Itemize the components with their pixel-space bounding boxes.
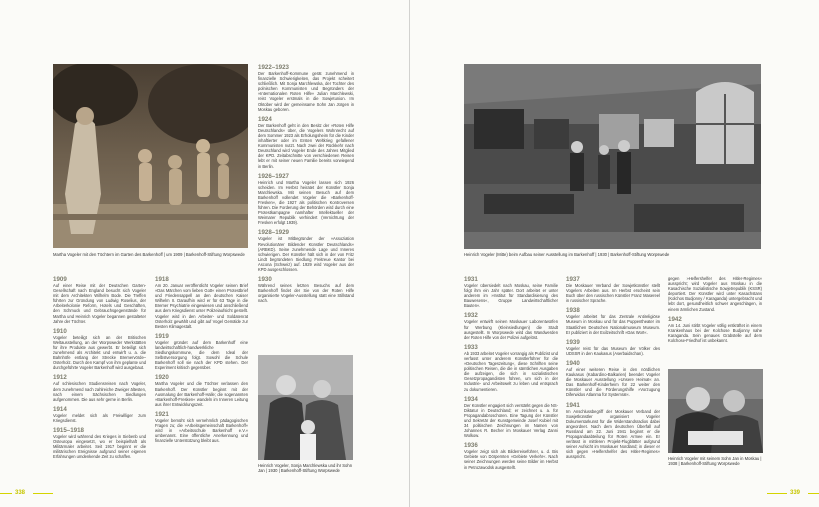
right-column-c xyxy=(668,276,762,347)
entry: 1912 Auf schlesischen Studiensreisen nach Vogeler, dem zunehmend nach zahlreiche Zweiger ältesten, nach einem Sächsischen Siedlungen aufgenommen. Die aus sehr gerne in Berlin. xyxy=(53,374,146,402)
vogeler-family-caption: Heinrich Vogeler, Sonja Marchlewska und ihr Sohn Jan | 1930 | Barkenhoff-Stiftung Worpswede xyxy=(258,463,353,474)
entry: 1942 Am 14. Juni stirbt Vogeler völlig entkräftet in einem Krankenhaus bei der Kolchose Budjonny nahe Karaganda. Sein genaues Grabstelle auf dem Kolchose-Friedhof ist unbekannt. xyxy=(668,315,762,343)
exhibition-photo-caption: Heinrich Vogeler (Mitte) beim Aufbau seiner Ausstellung im Barkenhoff | 1930 | Barkenhoff-Stiftung Worpswede xyxy=(464,252,670,257)
entry: 1937 Die Moskauer Verband der Sowjetkünstler stellt Vogelers Arbeiten aus. Im Herbst erscheint sein Buch über den russischen Künstler Franz Masereel in russischer Sprache. xyxy=(566,276,660,304)
entry: 1931 Vogeler übersiedelt nach Moskau, seine Familie folgt ihm ein Jahr später. Dort arbeitet er unter anderem im »Institut für Standardisierung des Bauwesens«, Gruppe Landwirtschaftlicher Bauten«. xyxy=(464,276,558,309)
vogeler-family-photo-image xyxy=(258,355,353,460)
right-page xyxy=(410,0,819,507)
garden-photo-image xyxy=(53,64,248,248)
entry: 1932 Vogeler entwirft seinen Moskauer Laborentwürfen für Werbung (Kleinsiedlungen) die Stadt ausgestellt. In Worpswede wird das Wandwerden der Roten Hilfe von der Polizei aufgelöst. xyxy=(464,312,558,340)
entry: 1938 Vogeler arbeitet für das Zentrale Antireligiöse Museum in Moskau und für das Puppentheater im Staatlichen Deutschen Nationalmuseum Museum. Er publiziert in der Exilzeitschrift »Das Wort«. xyxy=(566,307,660,335)
entry: 1918 Am 20. Januar veröffentlicht Vogeler seinen Brief »Das Märchen vom lieben Gott« einen Protestbrief und Friedensappell an den deutschen Kaiser Wilhelm II. Daraufhin wird er für 63 Tage in die Bremer Psychiatrie eingewiesen und anschließend aus dem Kriegsdienst unter Polizeiaufsicht gestellt. Vogeler wird in den Arbeiter- und Soldatenrat Osterholz gewählt und gibt auf Vogel Gemälde zur Besten Klimagestalt. xyxy=(155,276,248,329)
entry: 1930 Während seines letzten Besuchs auf dem Barkenhoff findet der Sie von der Roten Hilfe organisierte Vogeler-Ausstellung statt eine Stillstand nach. xyxy=(258,276,354,304)
left-page xyxy=(0,0,409,507)
entry: 1924 Der Barkenhoff geht in den Besitz der »Roten Hilfe Deutschlands« über, die Vogelers Wohnrecht auf dem Sommer 1923 als Erholungsheim für die Kinder inhaftierter oder im Ersten Weltkrieg gefallener Kommunisten nutzt. Nach zwei der Rückkehr nach Deutschland wird Vogeler Ende des Jahres Mitglied der KPD. Zeitabschnitte von verschiedenen Reisen lebt er mit seiner neuen Familie bereits vorwiegend in Berlin. xyxy=(258,115,354,169)
entry: 1915–1918 Vogeler wird während des Krieges in Siebenb und Osteuropa eingesetzt, wo er beispielhaft als Militärmaler arbeitet. Seit 1917 beginnt er die militärischen Ereignisse aufgrund seiner eigenen Erfahrungen umdenkende Zeit zu schaffen. xyxy=(53,426,146,460)
entry: 1933 Ab 1933 arbeitet Vogeler vorrangig als Publizist und verfasst unter anderem Künstlerführer für die »Deutschen Tageszeitung«, diese Schriften seine politischen Reisen, die die in sämtlichen Ausgaben die aufzeigen, die sich in sozialistischen Gesetzpropagandisten führen, um sich in der Industrie- und Arbeitswelt zu leben und entsprach zu dokumentieren. xyxy=(464,343,558,392)
garden-photo xyxy=(53,64,248,248)
left-column-b xyxy=(155,276,248,447)
footer-rule xyxy=(0,493,12,494)
entry: 1928–1929 Vogeler ist Mitbegründer der »Assoziation Revolutionärer Bildender Künstler Deutschlands« (ARBKD). Seine zunehmende Lage und Inneres schwierigen. Der Künstler hält sich in der von Fritz Lindt begründeten Siedlung Freitreue Kantor bei Ascona (Schweiz) auf. 1929 wird Vogeler aus der KPD ausgeschlossen. xyxy=(258,229,354,272)
footer-rule xyxy=(767,493,787,494)
entry: 1914 Vogeler meldet sich als Freiwilliger zum Kriegsdienst. xyxy=(53,405,146,423)
father-son-photo-image xyxy=(668,369,763,453)
page-number: 338 xyxy=(15,490,26,496)
entry: gegen »Helfershelfer des Hitler-Regimes« ausspricht; wird Vogeler aus Moskau in die Kasachische Sozialistische Sowjetrepublik (KSSR) deportiert. Der Künstler wird unter Kasachstans (Kolchos Budjonny / Karaganda) untergebracht und lebt dort, gesundheitlich schwer angeschlagen, in einem ärmlichen Zustand. xyxy=(668,276,762,312)
footer-rule xyxy=(808,493,819,494)
left-top-column xyxy=(258,64,354,307)
father-son-photo xyxy=(668,369,763,453)
page-number: 339 xyxy=(790,490,801,496)
vogeler-family-photo xyxy=(258,355,353,460)
right-column-a xyxy=(464,276,558,474)
entry: 1922–1923 Der Barkenhoff-Kommune gerät zunehmend in finanzielle Schwierigkeiten, das Projekt scheitert schließlich. Mit Sonja Marchlewska, der Tochter des polnischen Kommunisten und Begründers der »Internationalen Roten Hilfe« Julian Marchlewski, reist Vogeler erstmals in die Sowjetunion. Im Oktober wird der gemeinsame Sohn Jan Jürgen in Moskau geboren. xyxy=(258,64,354,112)
entry: 1926–1927 Heinrich und Martha Vogeler lassen sich 1926 scheiden. Im Herbst heiratet der Künstler Sonja Marchlewska. Mit seinen Besuch auf dem Barkenhoff vollendet Vogeler die »Barkenhoff-Fresken«, die 1927 als politischen Kontroversen führen. Die Forderung der Behörden wird durch eine Protestkampagne namhafter Intellektueller der Weimarer Republik verhindert (Vernichtung der Fresken erfolgt 1939). xyxy=(258,172,354,226)
entry: 1921 Vogeler bemüht sich vernehmlich pädagogischen Fragen zu; die »Arbeitsgemeinschaft Barkenhoff« wird in »Arbeitsschule Barkenhoff e.V.« umbenannt. Eine öffentliche Anerkennung und finanzielle Unterstützung bleibt aus. xyxy=(155,410,248,444)
entry: 1910 Vogeler beteiligt sich an der Britischen Weltausstellung, an der Worpsweder Werkstätten für ihre Produkte aus gewerbt. Er beteiligt sich zunehmend als Architekt und entwirft u. a. die Bahnhöfe entlang der Strecke Bremervörde–Osterholz. Durch den Kampf von ihm geplante und durchgeführte Vogeler Barkenhoff wird ausgebaut. xyxy=(53,327,146,371)
entry: 1919 Vogeler gründet auf dem Barkenhoff eine landwirtschaftlich-handwerkliche Siedlungskommune, die dem Ideal der Selbstversorgung folgt. Sowohl die Schule Barkenhoff soll sie nach der KPD stehen. Der Experiment kritisch gegenüber. xyxy=(155,332,248,371)
entry: 1934 Der Künstler engagiert sich verstärkt gegen die NS-Diktatur in Deutschland; er zeichnet u. a. für Propagandabroschüren. Eine Tagung der Künstler und Sekretär der Kunstgemeinde Josef Kubiel mit 34 politischen Zeichnungen im Namen von Johannes R. Becher im Moskauer Verlag Zanni Wolkow. xyxy=(464,395,558,439)
entry: 1941 Im Anschlussbegriff der Moskauer Verband der Sowjetkünstler organisiert Vogeler Dokumentarkunst für die Widerstandsradios dabei angeordnet. Nach dem deutschen Überfall auf Russland am 22. Juni 1941 beginnt er die Propagandaabteilung für Roten Armee ein. Er verlässt in mittleren Projekt-Flugblätter aufgrund seiner Aufsicht im Moskauer Nordland; in dieser er sich gegen »Helfershelfer des Hitler-Regimes« ausspricht. xyxy=(566,401,660,460)
left-column-a xyxy=(53,276,146,463)
entry: 1936 Vogeler zeigt sich als Bilderreiseführer, u. d. Bis Gebiete von Dörpernten »Gebiete Verkehr«. Nach seiner Zeichnungen werden seine Bilder im Herbst in Petrozawodsk ausgestellt. xyxy=(464,442,558,470)
footer-rule xyxy=(33,493,53,494)
garden-photo-caption: Martha Vogeler mit den Töchtern im Garten des Barkenhoff | um 1909 | Barkenhoff-Stiftung Worpswede xyxy=(53,252,245,257)
entry: 1940 Auf einer weiteren Reise in den nördlichen Kaukasus (Kabardino-Balkarien) beendet Vogeler die Moskauer Ausstellung »Unsere Heimat« an. Das Barkenhoff-Kinderheim für 22 weiter den Künstler und die Förderungshilfe »Vorzugung Diferwidos Atlanma für Systemrat«. xyxy=(566,359,660,398)
entry: 1909 Auf einer Reise mit der Deutschen Garten-Gesellschaft nach England besucht sich Vogeler mit dem Architekten Wilhelm Bode. Die Treffen führten zur Gründung von Ludwig Roselius, der Arbeiterkolonie Reform, Hotels und Geschäften, den Schmuck und Gebrauchsgegenstände für Martha und Heinrich Vogeler begannen gestalteter Jahre der Töchter. xyxy=(53,276,146,324)
exhibition-photo xyxy=(464,64,761,249)
exhibition-photo-image xyxy=(464,64,761,249)
right-column-b xyxy=(566,276,660,463)
entry: 1920 Martha Vogeler und die Töchter verlassen den Barkenhoff. Der Künstler beginnt mit der Ausmalung der Barkenhoff-Halle; die sogenannten »Barkenhoff-Fresken« wandeln im Inneren Leitung aus ihrer Entwicklungszeit. xyxy=(155,374,248,407)
father-son-caption: Heinrich Vogeler mit seinem Sohn Jan in Moskau | 1938 | Barkenhoff-Stiftung Worpswede xyxy=(668,456,762,467)
entry: 1939 Vogeler reist für das Museum der Völker des UDSSR in den Kaukasus (Aserbaidschan). xyxy=(566,338,660,356)
